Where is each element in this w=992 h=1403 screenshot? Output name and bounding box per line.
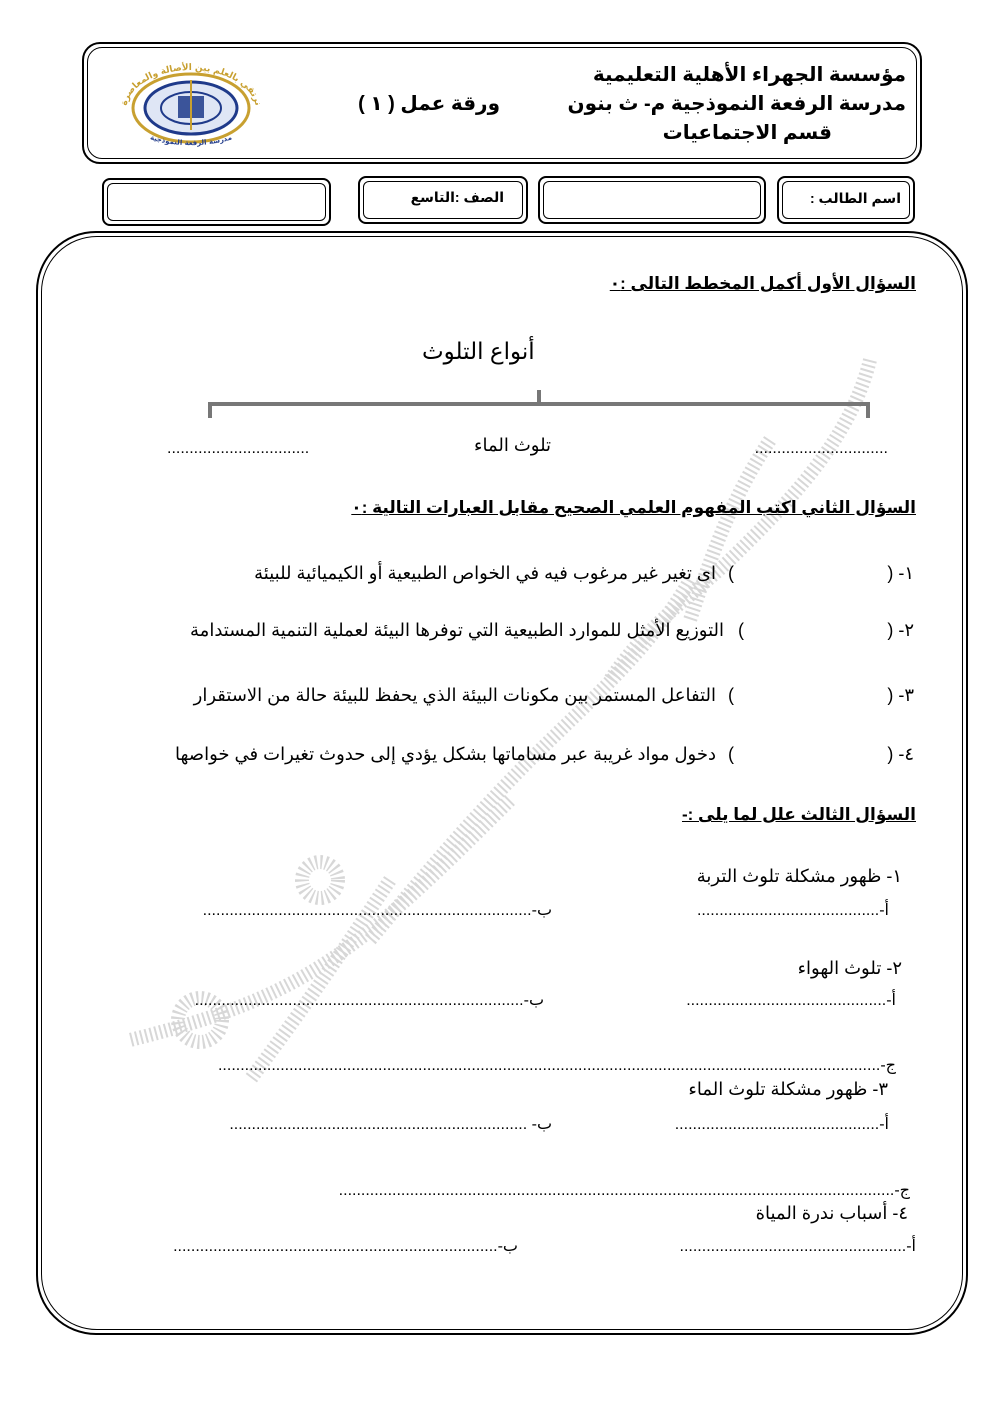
q3-item-1-title: ١- ظهور مشكلة تلوث التربة [696, 866, 902, 886]
q2-item-1-close: ) [728, 563, 734, 583]
grade-label: الصف :التاسع [410, 189, 504, 205]
worksheet-label: ورقة عمل ( ١ ) [358, 93, 500, 115]
diagram-right-blank[interactable]: .............................. [754, 440, 888, 457]
school-logo [106, 60, 276, 152]
score-box[interactable] [102, 178, 331, 226]
student-name-box[interactable] [777, 176, 915, 224]
student-name-label: اسم الطالب : [809, 190, 901, 206]
q3-item-3-title: ٣- ظهور مشكلة تلوث الماء [688, 1079, 888, 1099]
q3-item-2-a[interactable]: أ-............................................. [686, 992, 896, 1009]
q1-title: السؤال الأول أكمل المخطط التالى :٠ [609, 274, 916, 293]
q2-title: السؤال الثاني اكتب المفهوم العلمي الصحيح مقابل العبارات التالية :٠ [351, 498, 916, 517]
q2-item-2-num: ٢- ( [887, 620, 914, 640]
q2-item-1-text: اى تغير غير مرغوب فيه في الخواص الطبيعية أو الكيميائية للبيئة [254, 563, 716, 583]
q3-item-3-a[interactable]: أ-.............................................. [674, 1116, 889, 1133]
q3-item-2-title: ٢- تلوث الهواء [797, 958, 902, 978]
q3-item-2-c[interactable]: ج-..................................................................................................................................................... [217, 1057, 896, 1074]
q2-item-4-num: ٤- ( [887, 744, 914, 764]
grade-box [358, 176, 528, 224]
q3-title: السؤال الثالث علل لما يلى :- [681, 805, 916, 824]
q2-item-2-text: التوزيع الأمثل للموارد الطبيعية التي توفرها البيئة لعملية التنمية المستدامة [190, 620, 724, 640]
diagram-bracket [200, 388, 880, 422]
department-name: قسم الاجتماعيات [662, 122, 832, 144]
q2-item-4-text: دخول مواد غريبة عبر مساماتها بشكل يؤدي إلى حدوث تغيرات في خواصها [175, 744, 716, 764]
diagram-title: أنواع التلوث [422, 338, 535, 364]
q3-item-3-c[interactable]: ج-............................................................................................................................. [338, 1182, 910, 1199]
blank-box[interactable] [538, 176, 766, 224]
q3-item-2-b[interactable]: ب-.......................................................................... [194, 992, 544, 1009]
q3-item-3-b[interactable]: ب- ................................................................... [229, 1116, 552, 1133]
q2-item-3-num: ٣- ( [887, 685, 914, 705]
institution-name: مؤسسة الجهراء الأهلية التعليمية [592, 64, 906, 86]
q2-item-4-close: ) [728, 744, 734, 764]
q2-item-1-num: ١- ( [887, 563, 914, 583]
q3-item-4-a[interactable]: أ-................................................... [679, 1238, 916, 1255]
q2-item-3-text: التفاعل المستمر بين مكونات البيئة الذي يحفظ للبيئة حالة من الاستقرار [193, 685, 716, 705]
diagram-middle-item: تلوث الماء [474, 435, 552, 455]
q2-item-3-close: ) [728, 685, 734, 705]
q2-item-2-close: ) [738, 620, 744, 640]
q3-item-1-a[interactable]: أ-......................................... [696, 902, 889, 919]
q3-item-1-b[interactable]: ب-.......................................................................... [202, 902, 552, 919]
q3-item-4-title: ٤- أسباب ندرة المياة [755, 1203, 908, 1223]
logo-bottom-text: مدرسة الرفعة النموذجية [149, 133, 233, 148]
logo-emblem-icon [106, 60, 276, 152]
logo-top-text: نرتقي بالعلم بين الأصالة والمعاصرة [119, 62, 263, 107]
q3-item-4-b[interactable]: ب-......................................................................... [173, 1238, 518, 1255]
school-name: مدرسة الرفعة النموذجية م- ث بنون [567, 93, 906, 115]
diagram-left-blank[interactable]: ................................ [167, 440, 310, 457]
